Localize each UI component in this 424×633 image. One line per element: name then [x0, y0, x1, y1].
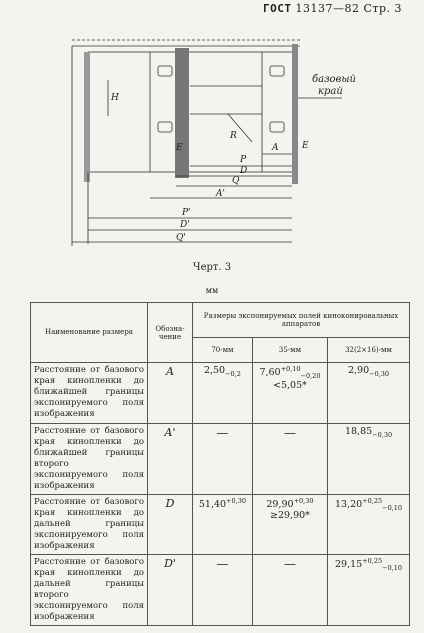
value-main: 2,50	[203, 365, 226, 376]
value-tol-upper: +0,10	[280, 365, 301, 373]
figure-caption: Черт. 3	[192, 262, 232, 273]
d-label: D	[240, 166, 248, 176]
perforation	[158, 122, 172, 132]
value-tol-lower: −0,10	[382, 564, 403, 573]
value-35: —	[252, 424, 327, 495]
table-row	[31, 555, 410, 626]
value-35	[252, 495, 327, 555]
table-row	[31, 363, 410, 424]
value-tol-lower: −0,20	[300, 372, 321, 381]
value-70	[193, 363, 253, 424]
value-tol-upper: +0,30	[293, 497, 314, 505]
col-name-header: Наименование размера	[31, 303, 148, 363]
perforation	[158, 66, 172, 76]
value-tol-upper: +0,30	[226, 497, 246, 505]
row-name: Расстояние от базового края кинопленки до ближайшей границы второго экспонируемого поля изображения	[31, 424, 148, 495]
value-main: 18,85	[344, 426, 373, 437]
col-group-header: Размеры экспонируемых полей киноконировальных аппаратов	[193, 303, 410, 338]
row-symbol: A'	[148, 424, 193, 495]
value-tol-lower: −0,10	[382, 504, 403, 513]
h-label: H	[111, 93, 119, 103]
value-main: 29,15	[335, 559, 363, 571]
e-label-left: E	[176, 143, 183, 153]
page-header	[263, 2, 402, 15]
value-tol-upper: +0,25	[362, 497, 383, 505]
col-32-header: 32(2×16)-мм	[328, 338, 410, 363]
value-tol-lower: −0,30	[369, 369, 390, 378]
row-symbol: D	[148, 495, 193, 555]
value-70: —	[193, 424, 253, 495]
row-name: Расстояние от базового края кинопленки до дальней границы второго экспонируемого поля изображения	[31, 555, 148, 626]
left-hatch-band	[84, 52, 90, 182]
film-drawing	[0, 30, 424, 258]
row-name: Расстояние от базового края кинопленки до дальней границы экспонируемого поля изображения	[31, 495, 148, 555]
col-35-header: 35-мм	[252, 338, 327, 363]
perforation	[270, 66, 284, 76]
row-symbol: D'	[148, 555, 193, 626]
value-main: 13,20	[335, 499, 363, 511]
col-symbol-header: Обозна-чение	[148, 303, 193, 363]
value-32	[328, 495, 410, 555]
q-label: Q	[232, 176, 240, 186]
value-tol-lower: −0,2	[225, 369, 241, 378]
a-prime-label: A'	[216, 189, 225, 199]
unit-label: мм	[205, 286, 219, 295]
value-extra: <5,05*	[273, 380, 307, 392]
value-70	[193, 495, 253, 555]
value-extra: ≥29,90*	[270, 510, 310, 522]
dimensions-table	[30, 302, 410, 626]
table-row	[31, 424, 410, 495]
p-prime-label: P'	[182, 208, 191, 218]
value-tol-lower: −0,30	[372, 430, 393, 439]
value-main: 2,90	[347, 365, 370, 376]
standard-label: ГОСТ	[262, 2, 292, 15]
perforation	[270, 122, 284, 132]
col-70-header: 70-мм	[193, 338, 253, 363]
r-label: R	[230, 131, 237, 141]
value-main: 29,90	[266, 499, 294, 511]
standard-number: 13137—82	[295, 2, 360, 15]
value-35: —	[252, 555, 327, 626]
base-edge-label-2: край	[318, 86, 343, 97]
table-row	[31, 495, 410, 555]
a-label: A	[272, 143, 279, 153]
page-number: Стр. 3	[363, 2, 402, 15]
base-edge-label-1: базовый	[312, 74, 356, 85]
value-32	[328, 555, 410, 626]
value-32	[328, 424, 410, 495]
value-35	[252, 363, 327, 424]
e-label-right: E	[302, 141, 309, 151]
center-hatch-band	[175, 48, 189, 178]
value-32	[328, 363, 410, 424]
p-label: P	[240, 155, 247, 165]
row-name: Расстояние от базового края кинопленки до ближайшей границы экспонируемого поля изображения	[31, 363, 148, 424]
d-prime-label: D'	[180, 220, 190, 230]
right-hatch-band	[292, 44, 298, 184]
q-prime-label: Q'	[176, 233, 186, 243]
value-tol-upper: +0,25	[362, 557, 383, 565]
value-70: —	[193, 555, 253, 626]
value-main: 7,60	[259, 367, 281, 379]
table-header-row	[31, 303, 410, 338]
value-main: 51,40	[198, 499, 227, 511]
row-symbol: A	[148, 363, 193, 424]
